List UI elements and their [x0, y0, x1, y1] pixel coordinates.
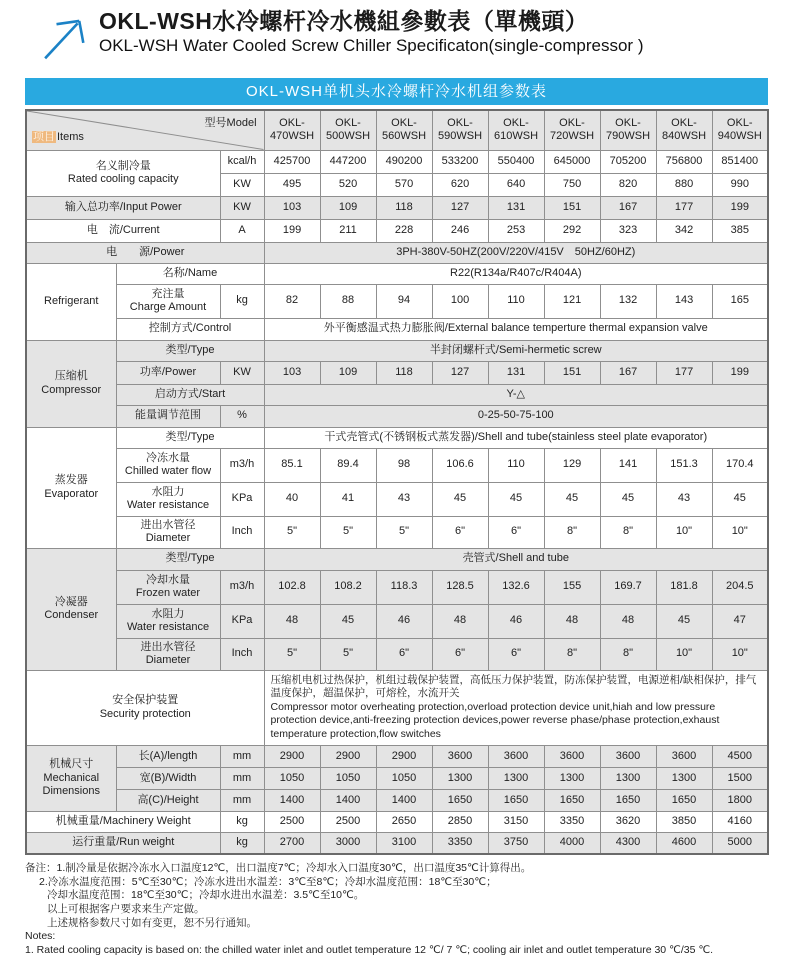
unit-cell: KW — [220, 196, 264, 219]
value-cell: 1650 — [488, 789, 544, 811]
row-label-compressor-type: 类型/Type — [116, 340, 264, 361]
group-label-evaporator: 蒸发器 Evaporator — [26, 427, 116, 548]
value-cell: 2900 — [320, 745, 376, 767]
table-row — [26, 548, 768, 570]
value-cell: 46 — [488, 604, 544, 638]
value-cell: 43 — [656, 482, 712, 516]
value-cell: 41 — [320, 482, 376, 516]
value-cell: 8" — [544, 638, 600, 670]
table-row — [26, 361, 768, 384]
value-cell: 323 — [600, 219, 656, 242]
items-model-corner — [26, 110, 264, 150]
value-cell: 2900 — [264, 745, 320, 767]
value-cell: 645000 — [544, 150, 600, 173]
group-label-refrigerant: Refrigerant — [26, 263, 116, 340]
value-span-cell: 壳管式/Shell and tube — [264, 548, 768, 570]
row-label-chilled-water-flow: 冷冻水量 Chilled water flow — [116, 448, 220, 482]
row-label-cond-water-resistance: 水阻力 Water resistance — [116, 604, 220, 638]
unit-cell: m3/h — [220, 570, 264, 604]
table-row — [26, 340, 768, 361]
note-line: 上述规格参数尺寸如有变更，恕不另行通知。 — [47, 916, 257, 929]
model-column-header: OKL- 720WSH — [544, 110, 600, 150]
value-cell: 5" — [320, 516, 376, 548]
unit-cell: KPa — [220, 604, 264, 638]
value-cell: 5" — [264, 516, 320, 548]
value-cell: 143 — [656, 284, 712, 318]
value-cell: 6" — [432, 638, 488, 670]
row-label-evap-pipe-diameter: 进出水管径 Diameter — [116, 516, 220, 548]
unit-cell: % — [220, 405, 264, 427]
value-cell: 85.1 — [264, 448, 320, 482]
value-cell: 109 — [320, 361, 376, 384]
value-cell: 106.6 — [432, 448, 488, 482]
value-cell: 94 — [376, 284, 432, 318]
value-cell: 4500 — [712, 745, 768, 767]
table-row — [26, 604, 768, 638]
value-cell: 151 — [544, 196, 600, 219]
row-label-input-power: 输入总功率/Input Power — [26, 196, 220, 219]
value-cell: 3600 — [488, 745, 544, 767]
value-cell: 45 — [656, 604, 712, 638]
value-cell: 253 — [488, 219, 544, 242]
row-label-width: 宽(B)/Width — [116, 767, 220, 789]
value-cell: 2900 — [376, 745, 432, 767]
table-row — [26, 384, 768, 405]
value-cell: 2700 — [264, 832, 320, 854]
note-line: 1. Rated cooling capacity is based on: the chilled water inlet and outlet temperature 12 ℃/ 7 ℃; cooling air inlet and outlet temperature 30 ℃/35 ℃. — [25, 943, 714, 956]
value-cell: 151 — [544, 361, 600, 384]
value-cell: 177 — [656, 361, 712, 384]
unit-cell: KW — [220, 173, 264, 196]
value-cell: 228 — [376, 219, 432, 242]
value-cell: 8" — [544, 516, 600, 548]
page-title-zh: OKL-WSH水冷螺杆冷水機組參數表（單機頭） — [99, 8, 589, 34]
value-cell: 89.4 — [320, 448, 376, 482]
row-label-condenser-type: 类型/Type — [116, 548, 264, 570]
value-cell: 127 — [432, 196, 488, 219]
value-cell: 3350 — [432, 832, 488, 854]
model-column-header: OKL- 470WSH — [264, 110, 320, 150]
value-cell: 385 — [712, 219, 768, 242]
value-cell: 3350 — [544, 811, 600, 832]
value-cell: 199 — [712, 196, 768, 219]
value-cell: 1050 — [264, 767, 320, 789]
unit-cell: Inch — [220, 638, 264, 670]
value-cell: 5" — [320, 638, 376, 670]
row-label-compressor-power: 功率/Power — [116, 361, 220, 384]
value-cell: 45 — [320, 604, 376, 638]
value-cell: 3600 — [432, 745, 488, 767]
table-row — [26, 427, 768, 448]
value-cell: 10" — [712, 638, 768, 670]
group-label-condenser: 冷凝器 Condenser — [26, 548, 116, 670]
value-cell: 121 — [544, 284, 600, 318]
value-cell: 1050 — [376, 767, 432, 789]
trend-arrow-icon — [37, 12, 89, 64]
value-cell: 292 — [544, 219, 600, 242]
note-line: 备注：1.制冷量是依据冷冻水入口温度12℃，出口温度7℃；冷却水入口温度30℃，出口温度35℃计算得出。 — [25, 862, 532, 875]
row-label-capacity-range: 能量调节范围 — [116, 405, 220, 427]
value-span-cell: 压缩机电机过热保护，机组过载保护装置，高低压力保护装置，防冻保护装置，电源逆相/缺相保护，排气温度保护，超温保护，可熔栓，水流开关 Compressor motor overheating protection,overload protection device unit,hiah and low pressure protection device,anti-freezing protection devices,power reverse phase/phase protection,exhaust temperature protection,flow switches — [264, 670, 768, 745]
unit-cell: mm — [220, 745, 264, 767]
value-cell: 109 — [320, 196, 376, 219]
value-cell: 1300 — [432, 767, 488, 789]
page-header — [25, 8, 768, 64]
title-block — [99, 8, 643, 56]
value-cell: 102.8 — [264, 570, 320, 604]
row-label-start-mode: 启动方式/Start — [116, 384, 264, 405]
value-cell: 425700 — [264, 150, 320, 173]
table-row — [26, 196, 768, 219]
page-title-en: OKL-WSH Water Cooled Screw Chiller Specificaton(single-compressor ) — [99, 36, 644, 56]
value-cell: 3600 — [544, 745, 600, 767]
value-span-cell: 0-25-50-75-100 — [264, 405, 768, 427]
value-cell: 8" — [600, 516, 656, 548]
table-row — [26, 832, 768, 854]
row-label-evap-water-resistance: 水阻力 Water resistance — [116, 482, 220, 516]
unit-cell: A — [220, 219, 264, 242]
value-span-cell: Y-△ — [264, 384, 768, 405]
value-span-cell: R22(R134a/R407c/R404A) — [264, 263, 768, 284]
value-span-cell: 半封闭螺杆式/Semi-hermetic screw — [264, 340, 768, 361]
items-label: 项目 Items — [33, 131, 84, 144]
value-cell: 108.2 — [320, 570, 376, 604]
value-cell: 82 — [264, 284, 320, 318]
value-cell: 46 — [376, 604, 432, 638]
model-column-header: OKL- 590WSH — [432, 110, 488, 150]
value-cell: 48 — [432, 604, 488, 638]
table-row — [26, 318, 768, 340]
value-cell: 3150 — [488, 811, 544, 832]
value-cell: 640 — [488, 173, 544, 196]
table-row — [26, 263, 768, 284]
value-cell: 48 — [600, 604, 656, 638]
value-cell: 4160 — [712, 811, 768, 832]
value-cell: 118 — [376, 196, 432, 219]
value-cell: 880 — [656, 173, 712, 196]
table-row — [26, 745, 768, 767]
value-cell: 177 — [656, 196, 712, 219]
value-cell: 3600 — [600, 745, 656, 767]
unit-cell: m3/h — [220, 448, 264, 482]
value-cell: 495 — [264, 173, 320, 196]
value-cell: 1500 — [712, 767, 768, 789]
value-cell: 129 — [544, 448, 600, 482]
model-label: 型号Model — [204, 117, 257, 129]
items-highlight: 项目 — [33, 131, 55, 144]
value-cell: 2500 — [264, 811, 320, 832]
table-title-band: OKL-WSH单机头水冷螺杆冷水机组参数表 — [25, 78, 768, 105]
notes-section — [25, 862, 768, 957]
value-cell: 3620 — [600, 811, 656, 832]
value-cell: 342 — [656, 219, 712, 242]
value-cell: 131 — [488, 196, 544, 219]
table-row — [26, 150, 768, 173]
spec-table-body — [26, 110, 768, 854]
table-row — [26, 570, 768, 604]
value-cell: 110 — [488, 448, 544, 482]
value-cell: 40 — [264, 482, 320, 516]
row-label-power-supply: 电 源/Power — [26, 242, 264, 263]
value-cell: 4600 — [656, 832, 712, 854]
value-cell: 1300 — [544, 767, 600, 789]
row-label-length: 长(A)/length — [116, 745, 220, 767]
value-cell: 43 — [376, 482, 432, 516]
value-span-cell: 干式壳管式(不锈钢板式蒸发器)/Shell and tube(stainless steel plate evaporator) — [264, 427, 768, 448]
value-cell: 4000 — [544, 832, 600, 854]
row-label-security-protection: 安全保护装置 Security protection — [26, 670, 264, 745]
value-cell: 151.3 — [656, 448, 712, 482]
row-label-machinery-weight: 机械重量/Machinery Weight — [26, 811, 220, 832]
value-span-cell: 3PH-380V-50HZ(200V/220V/415V 50HZ/60HZ) — [264, 242, 768, 263]
table-row — [26, 448, 768, 482]
table-row — [26, 789, 768, 811]
value-cell: 851400 — [712, 150, 768, 173]
value-cell: 490200 — [376, 150, 432, 173]
value-cell: 1300 — [600, 767, 656, 789]
value-cell: 2650 — [376, 811, 432, 832]
table-row — [26, 516, 768, 548]
value-cell: 98 — [376, 448, 432, 482]
group-label-compressor: 压缩机 Compressor — [26, 340, 116, 427]
value-cell: 45 — [488, 482, 544, 516]
value-cell: 48 — [544, 604, 600, 638]
value-cell: 127 — [432, 361, 488, 384]
value-cell: 8" — [600, 638, 656, 670]
note-line: Notes: — [25, 930, 56, 943]
value-cell: 103 — [264, 196, 320, 219]
value-cell: 990 — [712, 173, 768, 196]
value-cell: 155 — [544, 570, 600, 604]
value-cell: 103 — [264, 361, 320, 384]
value-cell: 47 — [712, 604, 768, 638]
value-cell: 167 — [600, 196, 656, 219]
value-cell: 3000 — [320, 832, 376, 854]
value-cell: 447200 — [320, 150, 376, 173]
value-cell: 1400 — [376, 789, 432, 811]
value-cell: 570 — [376, 173, 432, 196]
row-label-rated-cooling-capacity: 名义制冷量 Rated cooling capacity — [26, 150, 220, 196]
value-cell: 128.5 — [432, 570, 488, 604]
value-span-cell: 外平衡感温式热力膨胀阀/External balance temperture thermal expansion valve — [264, 318, 768, 340]
group-label-mechanical-dimensions: 机械尺寸 Mechanical Dimensions — [26, 745, 116, 811]
value-cell: 705200 — [600, 150, 656, 173]
value-cell: 1650 — [432, 789, 488, 811]
value-cell: 246 — [432, 219, 488, 242]
value-cell: 1300 — [488, 767, 544, 789]
model-column-header: OKL- 940WSH — [712, 110, 768, 150]
row-label-run-weight: 运行重量/Run weight — [26, 832, 220, 854]
value-cell: 6" — [488, 516, 544, 548]
value-cell: 5" — [376, 516, 432, 548]
model-column-header: OKL- 840WSH — [656, 110, 712, 150]
table-row — [26, 670, 768, 745]
row-label-refrigerant-name: 名称/Name — [116, 263, 264, 284]
note-line: 2.冷冻水温度范围：5℃至30℃；冷冻水进出水温差：3℃至8℃；冷却水温度范围：18℃至30℃； — [39, 875, 497, 888]
value-cell: 1650 — [656, 789, 712, 811]
value-cell: 6" — [488, 638, 544, 670]
value-cell: 141 — [600, 448, 656, 482]
value-cell: 204.5 — [712, 570, 768, 604]
value-cell: 1400 — [320, 789, 376, 811]
value-cell: 10" — [712, 516, 768, 548]
value-cell: 169.7 — [600, 570, 656, 604]
value-cell: 170.4 — [712, 448, 768, 482]
row-label-charge-amount: 充注量 Charge Amount — [116, 284, 220, 318]
value-cell: 1050 — [320, 767, 376, 789]
value-cell: 199 — [264, 219, 320, 242]
unit-cell: mm — [220, 767, 264, 789]
value-cell: 820 — [600, 173, 656, 196]
value-cell: 620 — [432, 173, 488, 196]
value-cell: 6" — [376, 638, 432, 670]
value-cell: 1650 — [544, 789, 600, 811]
model-column-header: OKL- 560WSH — [376, 110, 432, 150]
value-cell: 1300 — [656, 767, 712, 789]
value-cell: 550400 — [488, 150, 544, 173]
value-cell: 100 — [432, 284, 488, 318]
value-cell: 6" — [432, 516, 488, 548]
spec-table — [25, 109, 769, 855]
value-cell: 88 — [320, 284, 376, 318]
value-cell: 118.3 — [376, 570, 432, 604]
value-cell: 211 — [320, 219, 376, 242]
value-cell: 167 — [600, 361, 656, 384]
unit-cell: KW — [220, 361, 264, 384]
unit-cell: mm — [220, 789, 264, 811]
value-cell: 10" — [656, 638, 712, 670]
value-cell: 3850 — [656, 811, 712, 832]
unit-cell: kg — [220, 811, 264, 832]
value-cell: 10" — [656, 516, 712, 548]
value-cell: 3600 — [656, 745, 712, 767]
note-line: 冷却水温度范围：18℃至30℃；冷却水进出水温差：3.5℃至10℃。 — [47, 889, 365, 902]
row-label-evaporator-type: 类型/Type — [116, 427, 264, 448]
value-cell: 2500 — [320, 811, 376, 832]
value-cell: 132 — [600, 284, 656, 318]
row-label-control: 控制方式/Control — [116, 318, 264, 340]
table-row — [26, 767, 768, 789]
unit-cell: Inch — [220, 516, 264, 548]
value-cell: 5000 — [712, 832, 768, 854]
value-cell: 199 — [712, 361, 768, 384]
value-cell: 118 — [376, 361, 432, 384]
model-column-header: OKL- 790WSH — [600, 110, 656, 150]
value-cell: 3750 — [488, 832, 544, 854]
value-cell: 520 — [320, 173, 376, 196]
note-line: 以上可根据客户要求来生产定做。 — [47, 902, 205, 915]
value-cell: 1800 — [712, 789, 768, 811]
unit-cell: kg — [220, 832, 264, 854]
model-column-header: OKL- 500WSH — [320, 110, 376, 150]
value-cell: 4300 — [600, 832, 656, 854]
value-cell: 181.8 — [656, 570, 712, 604]
unit-cell: kcal/h — [220, 150, 264, 173]
table-row — [26, 284, 768, 318]
unit-cell: KPa — [220, 482, 264, 516]
value-cell: 3100 — [376, 832, 432, 854]
value-cell: 756800 — [656, 150, 712, 173]
row-label-height: 高(C)/Height — [116, 789, 220, 811]
model-column-header: OKL- 610WSH — [488, 110, 544, 150]
row-label-current: 电 流/Current — [26, 219, 220, 242]
value-cell: 2850 — [432, 811, 488, 832]
value-cell: 131 — [488, 361, 544, 384]
value-cell: 45 — [544, 482, 600, 516]
value-cell: 45 — [600, 482, 656, 516]
value-cell: 533200 — [432, 150, 488, 173]
value-cell: 45 — [712, 482, 768, 516]
value-cell: 165 — [712, 284, 768, 318]
unit-cell: kg — [220, 284, 264, 318]
table-row — [26, 219, 768, 242]
row-label-cond-pipe-diameter: 进出水管径 Diameter — [116, 638, 220, 670]
row-label-cooling-water-flow: 冷却水量 Frozen water — [116, 570, 220, 604]
value-cell: 132.6 — [488, 570, 544, 604]
value-cell: 48 — [264, 604, 320, 638]
table-row — [26, 242, 768, 263]
value-cell: 1650 — [600, 789, 656, 811]
table-row — [26, 482, 768, 516]
value-cell: 5" — [264, 638, 320, 670]
table-row — [26, 405, 768, 427]
table-row — [26, 638, 768, 670]
value-cell: 110 — [488, 284, 544, 318]
table-row — [26, 811, 768, 832]
table-row — [26, 110, 768, 150]
value-cell: 750 — [544, 173, 600, 196]
value-cell: 45 — [432, 482, 488, 516]
value-cell: 1400 — [264, 789, 320, 811]
